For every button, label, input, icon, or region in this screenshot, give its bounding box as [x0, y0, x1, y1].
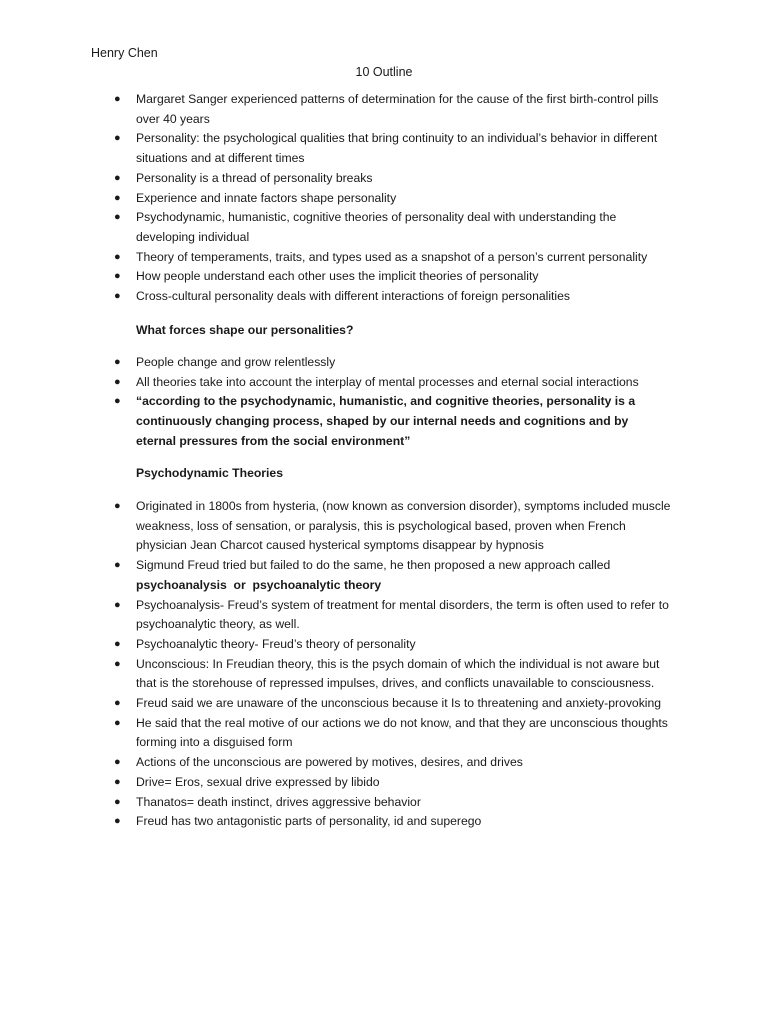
list-item-text: He said that the real motive of our actions we do not know, and that they are unconscious thoughts forming into a disguised form — [136, 715, 668, 750]
list-item — [111, 90, 671, 129]
list-item — [111, 129, 671, 168]
list-item — [111, 694, 671, 714]
document-title — [0, 64, 768, 80]
bullet-icon: ● — [114, 171, 121, 184]
list-item — [111, 596, 671, 635]
list-item — [111, 267, 671, 287]
list-item — [111, 373, 671, 393]
list-item-text: Drive= Eros, sexual drive expressed by libido — [136, 774, 380, 789]
bullet-list-forces — [111, 353, 671, 452]
list-item — [111, 753, 671, 773]
list-item — [111, 773, 671, 793]
list-item-text: Personality: the psychological qualities that bring continuity to an individual’s behavior in different situations and at different times — [136, 131, 658, 166]
list-item-text: Freud has two antagonistic parts of personality, id and superego — [136, 814, 482, 829]
list-item-text: Actions of the unconscious are powered by motives, desires, and drives — [136, 755, 523, 770]
bullet-list-intro — [111, 90, 671, 307]
list-item-text: Personality is a thread of personality breaks — [136, 170, 373, 185]
list-item — [111, 353, 671, 373]
document-title-text: 10 Outline — [355, 65, 413, 79]
list-item — [111, 812, 671, 832]
list-item-text: Thanatos= death instinct, drives aggressive behavior — [136, 794, 421, 809]
bullet-icon: ● — [114, 132, 121, 145]
list-item-quote — [111, 392, 671, 451]
bullet-icon: ● — [114, 756, 121, 769]
list-item — [111, 556, 671, 595]
list-item — [111, 714, 671, 753]
bullet-icon: ● — [114, 716, 121, 729]
list-item-text: Margaret Sanger experienced patterns of determination for the cause of the first birth-control pills over 40 years — [136, 92, 659, 126]
bullet-icon: ● — [114, 250, 121, 263]
list-item-text: Cross-cultural personality deals with different interactions of foreign personalities — [136, 289, 571, 304]
list-item-text: Sigmund Freud tried but failed to do the same, he then proposed a new approach called — [136, 558, 611, 573]
list-item-text: All theories take into account the interplay of mental processes and eternal social interactions — [136, 374, 639, 389]
list-item-text: People change and grow relentlessly — [136, 355, 336, 369]
bullet-icon: ● — [114, 775, 121, 788]
bullet-icon: ● — [114, 290, 121, 303]
list-item — [111, 497, 671, 556]
list-item — [111, 248, 671, 268]
list-item — [111, 793, 671, 813]
list-item-text: Originated in 1800s from hysteria, (now known as conversion disorder), symptoms included muscle weakness, loss of sensation, or paralysis, this is psychological based, proven when French physician Jean Charcot caused hysterical symptoms disappear by hypnosis — [136, 499, 671, 553]
list-item-text: Freud said we are unaware of the unconscious because it Is to threatening and anxiety-provoking — [136, 696, 662, 711]
bullet-icon: ● — [114, 93, 121, 105]
list-item-text: Theory of temperaments, traits, and types used as a snapshot of a person’s current personality — [136, 249, 648, 264]
bullet-icon: ● — [114, 598, 121, 611]
bullet-icon: ● — [114, 500, 121, 512]
list-item-text: Unconscious: In Freudian theory, this is the psych domain of which the individual is not aware but that is the storehouse of repressed impulses, drives, and conflicts unavailable to consciousness. — [136, 656, 660, 691]
list-item-text: How people understand each other uses the implicit theories of personality — [136, 269, 539, 284]
list-item — [111, 208, 671, 247]
bullet-icon: ● — [114, 375, 121, 388]
list-item-text: Psychodynamic, humanistic, cognitive theories of personality deal with understanding the developing individual — [136, 210, 617, 244]
list-item-text: Psychoanalytic theory- Freud’s theory of personality — [136, 636, 416, 651]
bullet-list-psychodynamic — [111, 497, 671, 832]
list-item-bold-text: psychoanalysis or psychoanalytic theory — [136, 577, 382, 592]
section-heading-forces: What forces shape our personalities? — [136, 323, 354, 337]
list-item — [111, 655, 671, 694]
bullet-icon: ● — [114, 697, 121, 710]
bullet-icon: ● — [114, 211, 121, 224]
list-item-text: “according to the psychodynamic, humanistic, and cognitive theories, personality is a continuously changing process, shaped by our internal needs and cognitions and by eternal pressures from the social environment” — [136, 394, 636, 448]
bullet-icon: ● — [114, 815, 121, 828]
list-item — [111, 287, 671, 307]
bullet-icon: ● — [114, 795, 121, 808]
list-item — [111, 635, 671, 655]
list-item-text: Psychoanalysis- Freud’s system of treatment for mental disorders, the term is often used to refer to psychoanalytic theory, as well. — [136, 597, 669, 632]
bullet-icon: ● — [114, 637, 121, 650]
bullet-icon: ● — [114, 270, 121, 283]
bullet-icon: ● — [114, 395, 121, 408]
bullet-icon: ● — [114, 559, 121, 572]
list-item — [111, 169, 671, 189]
bullet-icon: ● — [114, 191, 121, 204]
list-item — [111, 189, 671, 209]
bullet-icon: ● — [114, 356, 121, 368]
author-name: Henry Chen — [91, 46, 158, 60]
list-item-text: Experience and innate factors shape personality — [136, 190, 397, 205]
bullet-icon: ● — [114, 657, 121, 670]
section-heading-psychodynamic: Psychodynamic Theories — [136, 466, 283, 480]
